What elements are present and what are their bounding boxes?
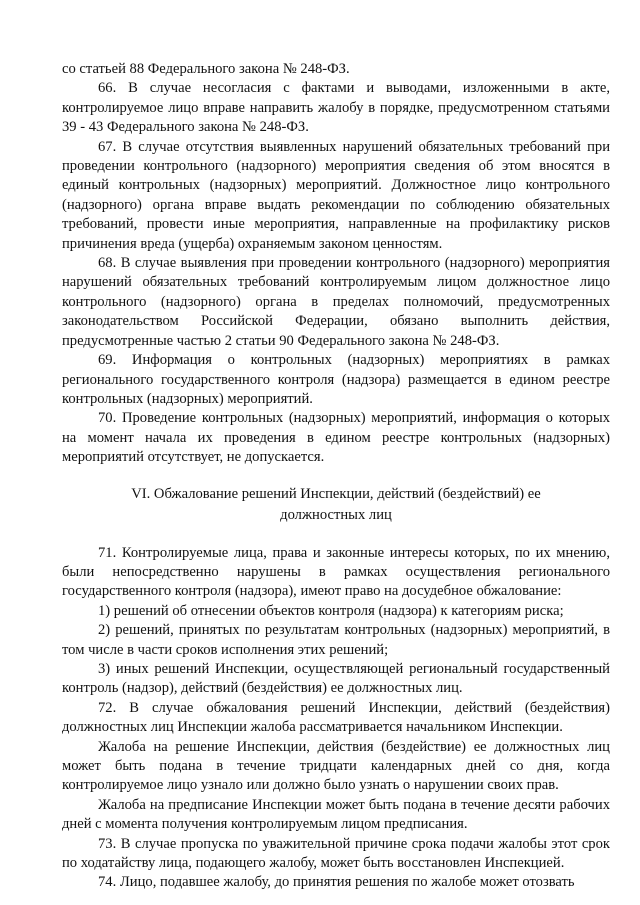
paragraph-66: 66. В случае несогласия с фактами и выводами, изложенными в акте, контролируемое лицо вправе направить жалобу в порядке, предусмотренном статьями 39 - 43 Федерального закона № 248-ФЗ. [62, 80, 610, 136]
paragraph-71: 71. Контролируемые лица, права и законные интересы которых, по их мнению, были непосредственно нарушены в рамках осуществления регионального государственного контроля (надзора), имеют право на досудебное обжалование: [62, 544, 610, 600]
section-heading-line-2: должностных лиц [280, 506, 392, 523]
paragraph-71-item-1: 1) решений об отнесении объектов контроля (надзора) к категориям риска; [98, 602, 564, 619]
document-page [62, 60, 610, 893]
paragraph-74: 74. Лицо, подавшее жалобу, до принятия решения по жалобе может отозвать [98, 874, 575, 891]
paragraph-continuation: со статьей 88 Федерального закона № 248-ФЗ. [62, 61, 350, 77]
paragraph-69: 69. Информация о контрольных (надзорных) мероприятиях в рамках регионального государственного контроля (надзора) размещается в едином реестре контрольных (надзорных) мероприятий. [62, 352, 610, 407]
paragraph-68: 68. В случае выявления при проведении контрольного (надзорного) мероприятия нарушений обязательных требований контролируемым лицом должностное лицо контрольного (надзорного) органа в пределах полномочий, предусмотренных законодательством Российской Федерации, обязано выполнить действия, предусмотренные частью 2 статьи 90 Федерального закона № 248-ФЗ. [62, 255, 610, 349]
paragraph-70: 70. Проведение контрольных (надзорных) мероприятий, информация о которых на момент начала их проведения в едином реестре контрольных (надзорных) мероприятий отсутствует, не допускается. [62, 410, 610, 466]
paragraph-72: 72. В случае обжалования решений Инспекции, действий (бездействия) должностных лиц Инспекции жалоба рассматривается начальником Инспекции. [62, 699, 610, 736]
section-heading [62, 484, 610, 526]
paragraph-67: 67. В случае отсутствия выявленных нарушений обязательных требований при проведении контрольного (надзорного) мероприятия сведения об этом вносятся в единый контрольных (надзорных) мероприятий. Должностное лицо контрольного (надзорного) органа вправе выдать рекомендации по соблюдению обязательных требований, провести иные мероприятия, направленные на профилактику рисков причинения вреда (ущерба) охраняемым законом ценностям. [62, 138, 610, 252]
section-heading-line-1: VI. Обжалование решений Инспекции, действий (бездействий) ее [131, 485, 541, 502]
paragraph-72-complaint-order: Жалоба на предписание Инспекции может быть подана в течение десяти рабочих дней с момента получения контролируемым лицом предписания. [62, 796, 610, 833]
paragraph-72-complaint-decision: Жалоба на решение Инспекции, действия (бездействие) ее должностных лиц может быть подана в течение тридцати календарных дней со дня, когда контролируемое лицо узнало или должно было узнать о нарушении своих прав. [62, 738, 610, 794]
paragraph-71-item-3: 3) иных решений Инспекции, осуществляющей региональный государственный контроль (надзор), действий (бездействия) ее должностных лиц. [62, 660, 610, 697]
paragraph-71-item-2: 2) решений, принятых по результатам контрольных (надзорных) мероприятий, в том числе в части сроков исполнения этих решений; [62, 622, 610, 658]
paragraph-73: 73. В случае пропуска по уважительной причине срока подачи жалобы этот срок по ходатайству лица, подающего жалобу, может быть восстановлен Инспекцией. [62, 835, 610, 872]
